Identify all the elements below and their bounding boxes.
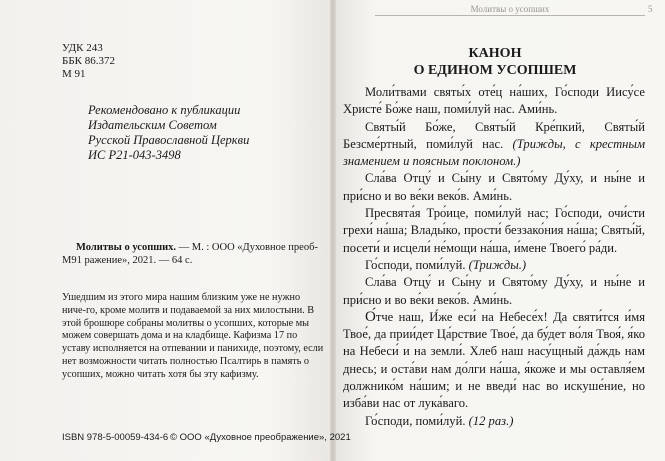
canon-title: [345, 45, 645, 79]
recommend-line: Рекомендовано к публикации: [88, 103, 241, 117]
prayer-text-run: тче наш, И́же еси́ на Небесе́х! Да святи́тся и́мя Твое́, да прии́дет Ца́рствие Твое́, да бу́дет во́ля Твоя́, я́ко на Небеси́ и на земли́. Хлеб наш насу́щный да́ждь нам днесь; и оста́ви нам до́лги на́ша, я́коже и мы оставля́ем должнико́м на́шим; и не введи́ нас во искуше́ние, но изба́ви нас от лука́ваго.: [343, 309, 645, 411]
biblio-code: М91: [62, 255, 82, 266]
recommend-line: Издательским Советом: [88, 118, 217, 132]
udk-code: УДК 243: [62, 42, 103, 54]
author-mark: М 91: [62, 68, 86, 80]
prayer-paragraph: [343, 413, 645, 430]
bibliographic-record: [62, 241, 324, 267]
book-gutter: [330, 0, 336, 461]
prayer-paragraph: Моли́твами святы́х оте́ц на́ших, Го́споди Иису́се Христе́ Бо́же наш, поми́луй нас. Ами́нь.: [343, 85, 645, 117]
prayer-text-run: Го́споди, поми́луй.: [365, 257, 469, 272]
prayer-paragraph: [343, 119, 645, 171]
biblio-publisher: — М. : ООО «Духовное преоб-: [176, 242, 318, 253]
prayer-text: [343, 84, 645, 430]
rubric-note: (12 раз.): [468, 413, 514, 428]
prayer-paragraph: Пресвята́я Тро́ице, поми́луй нас; Го́споди, очи́сти грехи́ на́ша; Влады́ко, прости́ беззако́ния на́ша; Святы́й, посети́ и исцели́ не́мощи на́ша, и́мене Твоего́ ра́ди.: [343, 206, 645, 255]
initial-capital: О́: [365, 308, 376, 325]
bbk-code: ББК 86.372: [62, 55, 115, 67]
copyright: © ООО «Духовное преображение», 2021: [170, 432, 351, 443]
rubric-note: (Трижды.): [468, 257, 527, 272]
biblio-title: Молитвы о усопших.: [76, 242, 177, 253]
prayer-text-run: Го́споди, поми́луй.: [365, 413, 469, 428]
prayer-paragraph: [343, 309, 645, 413]
prayer-paragraph: Сла́ва Отцу́ и Сы́ну и Свято́му Ду́ху, и ны́не и при́сно и во ве́ки веко́в. Ами́нь.: [343, 171, 645, 203]
prayer-text-run: Святы́й Бо́же, Святы́й Кре́пкий, Святы́й Безсме́ртный, поми́луй нас.: [343, 119, 645, 151]
running-head: Молитвы о усопших: [375, 4, 645, 16]
udk-block: [62, 42, 115, 81]
recommendation-block: [88, 103, 298, 163]
recommend-line: ИС Р21-043-3498: [88, 148, 181, 162]
rubric-note: (Трижды, с крестным знамением и поясным поклоном.): [343, 136, 645, 169]
isbn: ISBN 978-5-00059-434-6: [62, 432, 169, 443]
biblio-line2: ражение», 2021. — 64 с.: [84, 255, 193, 266]
page-number: 5: [648, 4, 653, 14]
prayer-paragraph: [343, 257, 645, 274]
title-line: О ЕДИНОМ УСОПШЕМ: [413, 63, 577, 78]
prayer-paragraph: Сла́ва Отцу́ и Сы́ну и Свято́му Ду́ху, и ны́не и при́сно и во ве́ки веко́в. Ами́нь.: [343, 275, 645, 307]
recommend-line: Русской Православной Церкви: [88, 133, 250, 147]
annotation: Ушедшим из этого мира нашим близким уже не нужно ниче-го, кроме молитв и подаваемой за них милостыни. В этой брошюре собраны молитвы о усопших, которые мы можем совершать дома и на кладбище. Кафизма 17 по уставу исполняется на отпевании и панихиде, поэтому, если нет возможности читать полностью Псалтирь в память о усопших, можно читать хотя бы эту кафизму.: [62, 292, 324, 380]
title-line: КАНОН: [468, 46, 522, 61]
